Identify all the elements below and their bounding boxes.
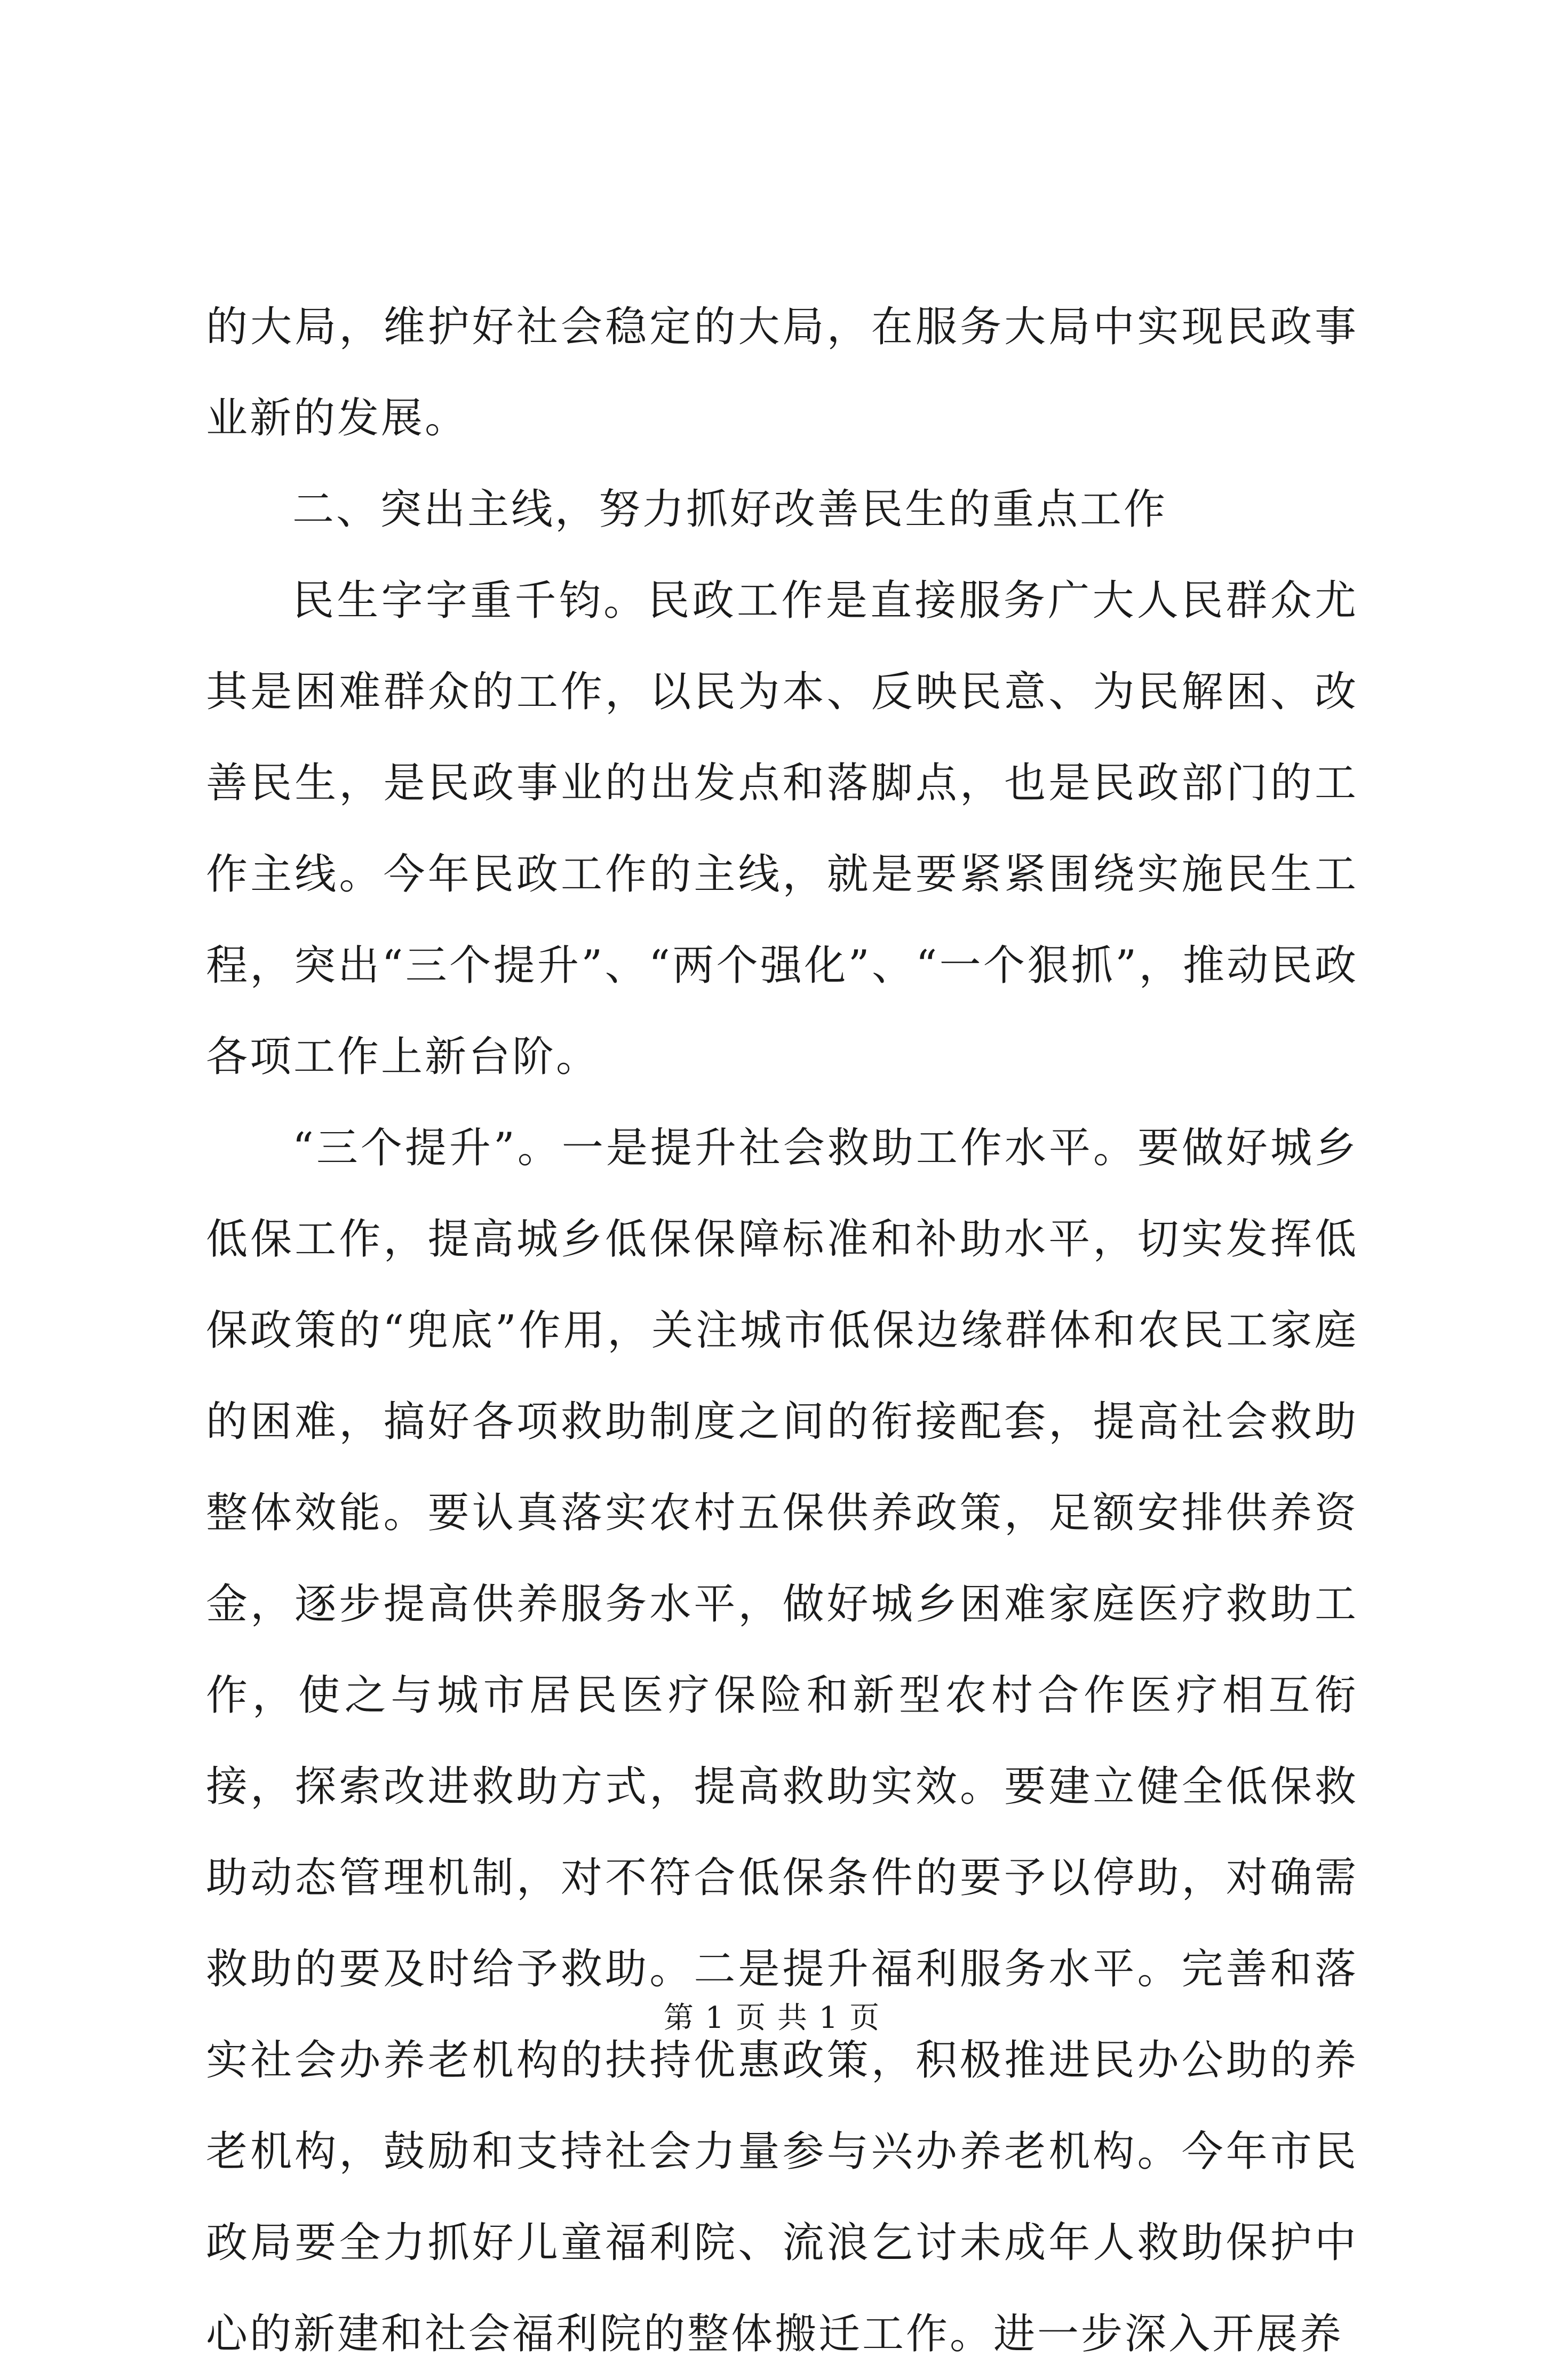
section-heading: 二、突出主线，努力抓好改善民生的重点工作 xyxy=(292,485,1168,534)
paragraph-main-line: 民生字字重千钧。民政工作是直接服务广大人民群众尤其是困难群众的工作，以民为本、反映民意、为民解困、改善民生，是民政事业的出发点和落脚点，也是民政部门的工作主线。今年民政工作的主线，就是要紧紧围绕实施民生工程，突出“三个提升”、“两个强化”、“一个狠抓”，推动民政各项工作上新台阶。 xyxy=(206,577,1358,1081)
paragraph-continuation: 的大局，维护好社会稳定的大局，在服务大局中实现民政事业新的发展。 xyxy=(206,303,1358,442)
page-footer: 第 1 页 共 1 页 xyxy=(663,2001,881,2035)
document-body xyxy=(206,282,1358,2380)
paragraph-three-improvements: “三个提升”。一是提升社会救助工作水平。要做好城乡低保工作，提高城乡低保保障标准和补助水平，切实发挥低保政策的“兜底”作用，关注城市低保边缘群体和农民工家庭的困难，搞好各项救助制度之间的衔接配套，提高社会救助整体效能。要认真落实农村五保供养政策，足额安排供养资金，逐步提高供养服务水平，做好城乡困难家庭医疗救助工作，使之与城市居民医疗保险和新型农村合作医疗相互衔接，探索改进救助方式，提高救助实效。要建立健全低保救助动态管理机制，对不符合低保条件的要予以停助，对确需救助的要及时给予救助。二是提升福利服务水平。完善和落实社会办养老机构的扶持优惠政策，积极推进民办公助的养老机构，鼓励和支持社会力量参与兴办养老机构。今年市民政局要全力抓好儿童福利院、流浪乞讨未成年人救助保护中心的新建和社会福利院的整体搬迁工作。进一步深入开展养 xyxy=(206,1124,1358,2358)
